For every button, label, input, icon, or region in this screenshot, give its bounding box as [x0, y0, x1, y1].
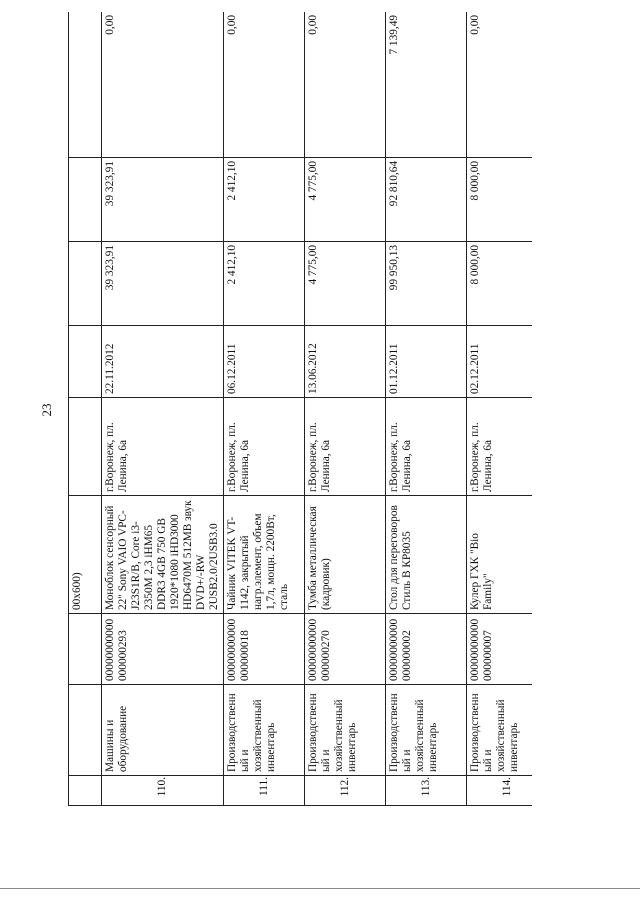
table-row [467, 12, 533, 806]
row-cost: 2 412,10 [224, 242, 305, 326]
top-cell [69, 398, 102, 496]
asset-table-sheet [68, 12, 532, 806]
row-residual: 0,00 [305, 12, 386, 158]
row-residual: 0,00 [224, 12, 305, 158]
row-date: 06.12.2011 [224, 326, 305, 398]
top-cell [69, 776, 102, 806]
row-inventory-number: 00000000000 000000018 [224, 614, 305, 685]
row-residual: 0,00 [102, 12, 224, 158]
row-category: Производственный и хозяйственный инвентарь [305, 685, 386, 776]
row-address: г.Воронеж, пл. Ленина, 6а [305, 398, 386, 496]
top-cell [69, 158, 102, 242]
top-cell [69, 614, 102, 685]
table-row [305, 12, 386, 806]
row-address: г.Воронеж, пл. Ленина, 6а [224, 398, 305, 496]
row-index: 110. [102, 776, 224, 806]
row-index: 111. [224, 776, 305, 806]
page-number: 23 [39, 403, 54, 417]
top-cell [69, 326, 102, 398]
row-date: 13.06.2012 [305, 326, 386, 398]
row-index: 113. [386, 776, 467, 806]
row-category: Производственный и хозяйственный инвентарь [386, 685, 467, 776]
row-index: 114. [467, 776, 533, 806]
asset-table [68, 12, 532, 806]
row-residual: 7 139,49 [386, 12, 467, 158]
row-inventory-number: 00000000000 000000270 [305, 614, 386, 685]
top-name-cell: 00x600) [69, 496, 102, 614]
row-address: г.Воронеж, пл. Ленина, 6а [102, 398, 224, 496]
row-asset-name: Чайник VITEK VT-1142, закрытый нагр.элемент, объем 1,7л, мощн. 2200Вт, сталь [224, 496, 305, 614]
row-address: г.Воронеж, пл. Ленина, 6а [386, 398, 467, 496]
row-cost: 39 323,91 [102, 242, 224, 326]
row-date: 02.12.2011 [467, 326, 533, 398]
row-index: 112. [305, 776, 386, 806]
row-depreciation: 2 412,10 [224, 158, 305, 242]
row-depreciation: 4 775,00 [305, 158, 386, 242]
row-date: 01.12.2011 [386, 326, 467, 398]
row-depreciation: 39 323,91 [102, 158, 224, 242]
row-depreciation: 92 810,64 [386, 158, 467, 242]
row-inventory-number: 00000000000 000000002 [386, 614, 467, 685]
row-category: Машины и оборудование [102, 685, 224, 776]
row-category: Производственный и хозяйственный инвентарь [467, 685, 533, 776]
row-cost: 8 000,00 [467, 242, 533, 326]
table-row [386, 12, 467, 806]
row-date: 22.11.2012 [102, 326, 224, 398]
row-address: г.Воронеж, пл. Ленина, 6а [467, 398, 533, 496]
row-residual: 0,00 [467, 12, 533, 158]
row-asset-name: Стол для переговоров Стиль В КР8035 [386, 496, 467, 614]
row-asset-name: Кулер ГХК "Bio Family" [467, 496, 533, 614]
row-cost: 99 950,13 [386, 242, 467, 326]
table-top-row [69, 12, 102, 806]
asset-table-rotated [68, 12, 532, 806]
top-cell [69, 685, 102, 776]
top-cell [69, 12, 102, 158]
row-depreciation: 8 000,00 [467, 158, 533, 242]
row-asset-name: Тумба металлическая (кадровик) [305, 496, 386, 614]
row-category: Производственный и хозяйственный инвентарь [224, 685, 305, 776]
row-inventory-number: 00000000000 000000007 [467, 614, 533, 685]
page-bottom-rule [0, 888, 640, 889]
row-inventory-number: 00000000000 000000293 [102, 614, 224, 685]
table-row [102, 12, 224, 806]
row-asset-name: Моноблок сенсорный 22" Sony VAIO VPC-J23S1R/B, Core i3-2350M 2,3 iHM65 DDR3 4GB 750 GB 1920*1080 iHD3000 HD6470M 512MB звук DVD+/-RW 2USB2.0/2USB3.0 [102, 496, 224, 614]
top-cell [69, 242, 102, 326]
table-row [224, 12, 305, 806]
row-cost: 4 775,00 [305, 242, 386, 326]
